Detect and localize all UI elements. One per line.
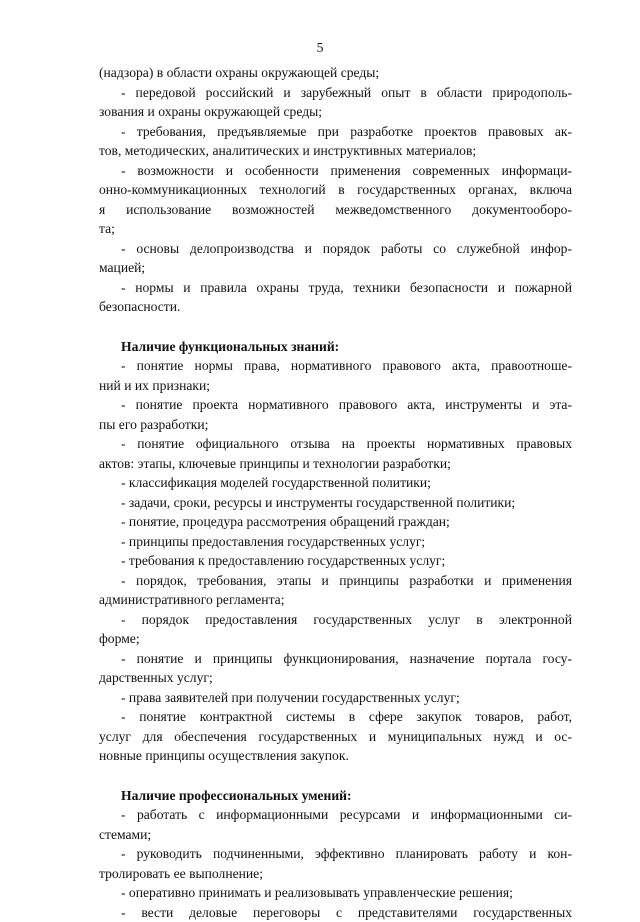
text-line: - понятие контрактной системы в сфере закупок товаров, работ, <box>99 707 572 727</box>
text-line: - порядок, требования, этапы и принципы разработки и применения <box>99 571 572 591</box>
text-line: - понятие и принципы функционирования, назначение портала госу- <box>99 649 572 669</box>
text-line: тов, методических, аналитических и инструктивных материалов; <box>99 141 572 161</box>
text-line: онно-коммуникационных технологий в государственных органах, включа <box>99 180 572 200</box>
document-body <box>99 63 572 922</box>
text-line: тролировать ее выполнение; <box>99 864 572 884</box>
text-line: актов: этапы, ключевые принципы и технологии разработки; <box>99 454 572 474</box>
paragraph-gap <box>99 766 572 786</box>
text-line: зования и охраны окружающей среды; <box>99 102 572 122</box>
text-line: административного регламента; <box>99 590 572 610</box>
text-line: - понятие нормы права, нормативного правового акта, правоотноше- <box>99 356 572 376</box>
text-line: та; <box>99 219 572 239</box>
text-line: новные принципы осуществления закупок. <box>99 746 572 766</box>
text-line: - классификация моделей государственной политики; <box>99 473 572 493</box>
text-line: - требования, предъявляемые при разработке проектов правовых ак- <box>99 122 572 142</box>
text-line: форме; <box>99 629 572 649</box>
text-line: дарственных услуг; <box>99 668 572 688</box>
heading-professional-skills: Наличие профессиональных умений: <box>99 786 572 806</box>
text-line: стемами; <box>99 825 572 845</box>
professional-skills-list <box>99 805 572 922</box>
text-line: ний и их признаки; <box>99 376 572 396</box>
text-line: (надзора) в области охраны окружающей среды; <box>99 63 572 83</box>
paragraph-gap <box>99 317 572 337</box>
text-line: безопасности. <box>99 297 572 317</box>
skills-list-continuation <box>99 63 572 317</box>
text-line: - права заявителей при получении государственных услуг; <box>99 688 572 708</box>
text-line: - нормы и правила охраны труда, техники безопасности и пожарной <box>99 278 572 298</box>
text-line: - основы делопроизводства и порядок работы со служебной инфор- <box>99 239 572 259</box>
text-line: - руководить подчиненными, эффективно планировать работу и кон- <box>99 844 572 864</box>
text-line: - задачи, сроки, ресурсы и инструменты государственной политики; <box>99 493 572 513</box>
heading-functional-knowledge: Наличие функциональных знаний: <box>99 337 572 357</box>
text-line: - понятие, процедура рассмотрения обращений граждан; <box>99 512 572 532</box>
text-line: - передовой российский и зарубежный опыт в области природополь- <box>99 83 572 103</box>
text-line: - оперативно принимать и реализовывать управленческие решения; <box>99 883 572 903</box>
text-line: - порядок предоставления государственных услуг в электронной <box>99 610 572 630</box>
text-line: - вести деловые переговоры с представителями государственных <box>99 903 572 922</box>
text-line: - принципы предоставления государственных услуг; <box>99 532 572 552</box>
text-line: - понятие официального отзыва на проекты нормативных правовых <box>99 434 572 454</box>
text-line: я использование возможностей межведомственного документооборо- <box>99 200 572 220</box>
text-line: пы его разработки; <box>99 415 572 435</box>
text-line: услуг для обеспечения государственных и муниципальных нужд и ос- <box>99 727 572 747</box>
text-line: - понятие проекта нормативного правового акта, инструменты и эта- <box>99 395 572 415</box>
functional-knowledge-list <box>99 356 572 766</box>
page-number: 5 <box>0 40 640 56</box>
text-line: - требования к предоставлению государственных услуг; <box>99 551 572 571</box>
text-line: - возможности и особенности применения современных информаци- <box>99 161 572 181</box>
text-line: мацией; <box>99 258 572 278</box>
text-line: - работать с информационными ресурсами и информационными си- <box>99 805 572 825</box>
